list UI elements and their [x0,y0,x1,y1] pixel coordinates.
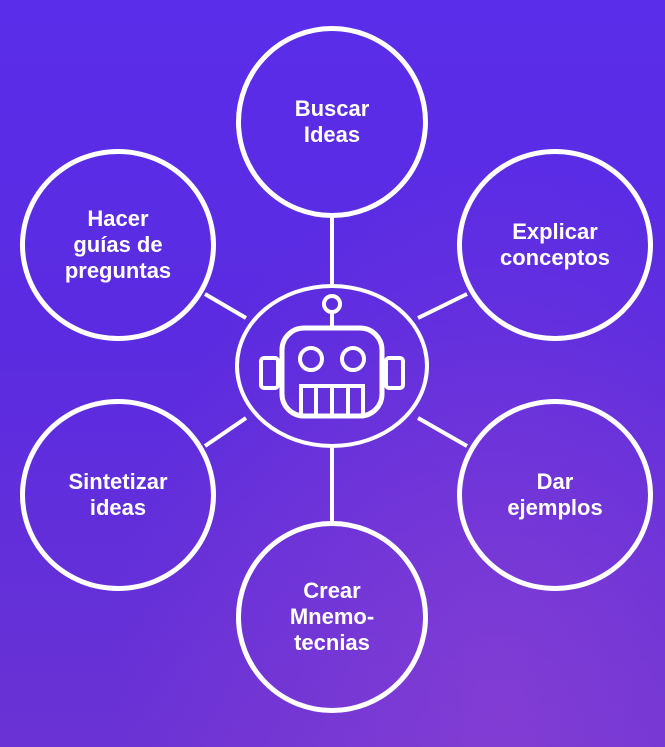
node-buscar-ideas [236,26,428,218]
node-sintetizar-ideas [20,399,216,591]
connector-upper-right [418,294,467,318]
connector-lower-right [418,418,467,446]
node-label: Buscar Ideas [294,96,370,147]
node-label: Explicar conceptos [499,219,611,270]
robot-icon [239,288,425,444]
node-label: Hacer guías de preguntas [64,206,172,283]
center-node [235,284,429,448]
node-label: Crear Mnemo- tecnias [289,578,375,655]
node-dar-ejemplos [457,399,653,591]
node-label: Dar ejemplos [507,469,603,520]
node-crear-mnemotecnias [236,521,428,713]
node-hacer-guias-de-preguntas [20,149,216,341]
node-explicar-conceptos [457,149,653,341]
node-label: Sintetizar ideas [68,469,168,520]
